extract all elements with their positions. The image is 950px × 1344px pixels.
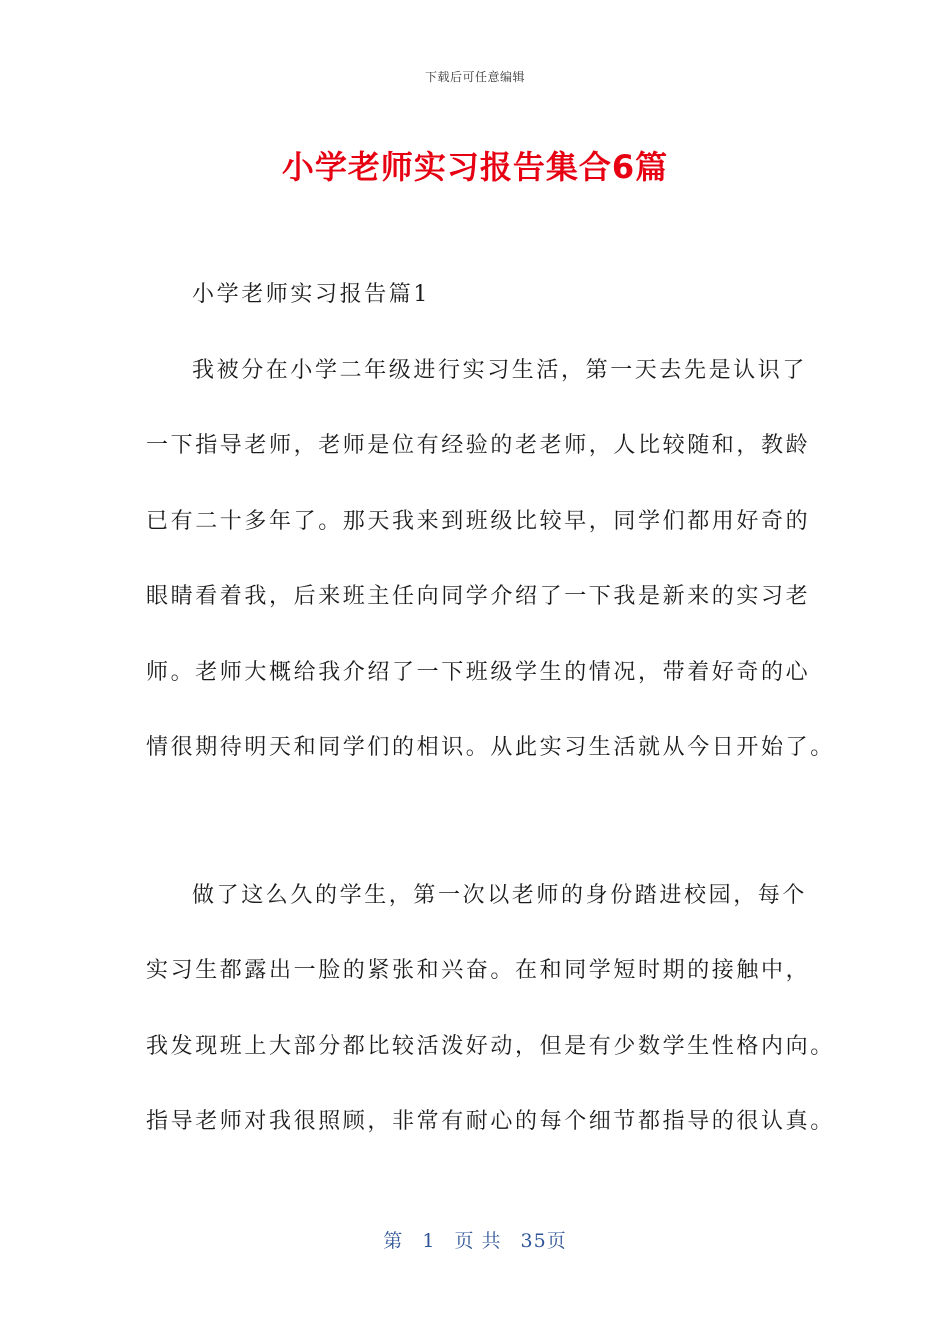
paragraph-line: 指导老师对我很照顾，非常有耐心的每个细节都指导的很认真。 xyxy=(146,1109,835,1134)
page-footer xyxy=(0,1226,950,1253)
paragraph-line: 实习生都露出一脸的紧张和兴奋。在和同学短时期的接触中， xyxy=(146,958,811,983)
paragraph-line: 师。老师大概给我介绍了一下班级学生的情况，带着好奇的心 xyxy=(146,659,811,685)
section-heading: 小学老师实习报告篇1 xyxy=(192,282,430,307)
footer-middle: 页 共 xyxy=(454,1230,502,1252)
header-note: 下载后可任意编辑 xyxy=(424,70,525,84)
footer-prefix: 第 xyxy=(383,1230,404,1252)
document-body xyxy=(146,270,835,1173)
paragraph-line: 已有二十多年了。那天我来到班级比较早，同学们都用好奇的 xyxy=(146,508,811,534)
document-title: 小学老师实习报告集合6篇 xyxy=(281,148,669,186)
paragraph-2 xyxy=(146,871,835,1173)
paragraph-line: 情很期待明天和同学们的相识。从此实习生活就从今日开始了。 xyxy=(146,735,835,760)
footer-total-pages: 35页 xyxy=(520,1230,567,1252)
footer-current-page: 1 xyxy=(422,1230,436,1252)
paragraph-line: 一下指导老师，老师是位有经验的老老师，人比较随和，教龄 xyxy=(146,433,811,458)
paragraph-line: 做了这么久的学生，第一次以老师的身份踏进校园，每个 xyxy=(192,882,808,908)
paragraph-line: 眼睛看着我，后来班主任向同学介绍了一下我是新来的实习老 xyxy=(146,584,811,609)
paragraph-1 xyxy=(146,346,835,799)
paragraph-spacer xyxy=(146,799,806,871)
paragraph-line: 我发现班上大部分都比较活泼好动，但是有少数学生性格内向。 xyxy=(146,1033,835,1059)
paragraph-line: 我被分在小学二年级进行实习生活，第一天去先是认识了 xyxy=(192,357,808,383)
